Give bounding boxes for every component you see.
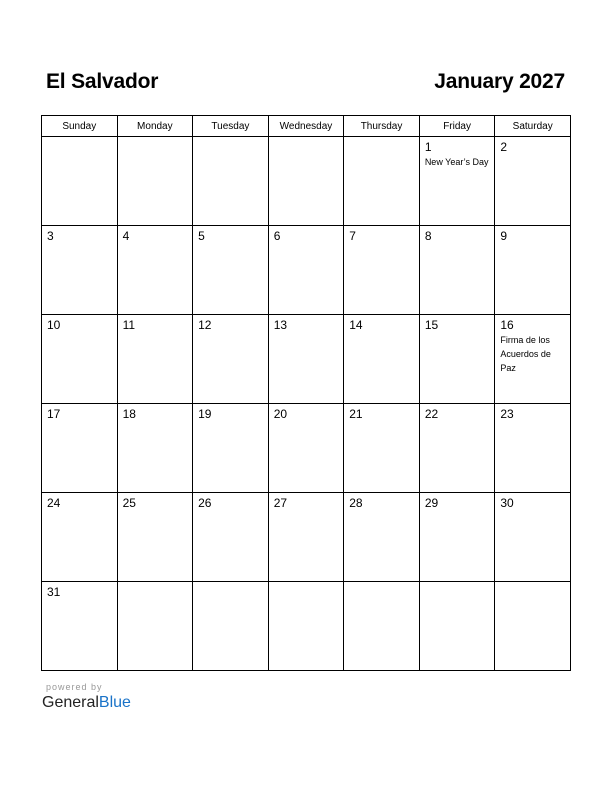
calendar-day-cell xyxy=(193,493,269,582)
calendar-day-cell xyxy=(117,137,193,226)
calendar-day-cell xyxy=(193,582,269,671)
day-number: 17 xyxy=(47,407,61,421)
brand-blue-text: Blue xyxy=(98,694,131,711)
calendar-day-cell xyxy=(42,226,118,315)
day-number: 25 xyxy=(122,496,136,510)
calendar-day-cell xyxy=(117,582,193,671)
calendar-day-cell xyxy=(495,404,571,493)
calendar-day-cell xyxy=(42,493,118,582)
calendar-day-cell xyxy=(268,582,344,671)
calendar-day-cell xyxy=(344,582,420,671)
calendar-day-cell xyxy=(419,582,495,671)
weekday-header: Saturday xyxy=(495,116,571,137)
day-number: 6 xyxy=(273,229,281,243)
calendar-day-cell xyxy=(117,404,193,493)
day-number: 26 xyxy=(198,496,212,510)
calendar-day-cell xyxy=(268,315,344,404)
weekday-header: Sunday xyxy=(42,116,118,137)
calendar-day-cell xyxy=(117,226,193,315)
calendar-day-cell xyxy=(344,226,420,315)
day-number: 28 xyxy=(349,496,363,510)
calendar-week-row xyxy=(42,404,571,493)
day-number: 8 xyxy=(424,229,432,243)
calendar-day-cell xyxy=(495,226,571,315)
calendar-week-row xyxy=(42,226,571,315)
calendar-day-cell xyxy=(42,404,118,493)
day-number: 24 xyxy=(47,496,61,510)
calendar-day-cell xyxy=(495,315,571,404)
calendar-day-cell xyxy=(495,582,571,671)
weekday-header: Tuesday xyxy=(193,116,269,137)
calendar-day-cell xyxy=(419,404,495,493)
brand-logo[interactable] xyxy=(42,694,131,712)
day-number: 22 xyxy=(424,407,439,421)
day-number: 11 xyxy=(122,318,136,332)
day-number: 1 xyxy=(424,140,432,154)
brand-general-text: General xyxy=(42,694,99,711)
calendar-day-cell xyxy=(344,404,420,493)
day-number: 10 xyxy=(47,318,61,332)
calendar-day-cell xyxy=(42,582,118,671)
calendar-day-cell xyxy=(268,226,344,315)
day-number: 5 xyxy=(198,229,205,243)
calendar-day-cell xyxy=(344,137,420,226)
calendar-day-cell xyxy=(42,315,118,404)
day-number: 7 xyxy=(349,229,356,243)
calendar-day-cell xyxy=(193,315,269,404)
weekday-header: Friday xyxy=(419,116,495,137)
calendar-day-cell xyxy=(344,493,420,582)
calendar-day-cell xyxy=(268,493,344,582)
day-number: 9 xyxy=(500,229,508,243)
day-number: 12 xyxy=(198,318,212,332)
day-number: 16 xyxy=(500,318,514,332)
day-number: 3 xyxy=(47,229,54,243)
powered-by-text: powered by xyxy=(46,682,103,692)
day-number: 29 xyxy=(424,496,439,510)
day-number: 23 xyxy=(500,407,514,421)
calendar-week-row xyxy=(42,582,571,671)
calendar-day-cell xyxy=(193,137,269,226)
calendar-week-row xyxy=(42,137,571,226)
weekday-header: Thursday xyxy=(344,116,420,137)
day-number: 14 xyxy=(349,318,363,332)
day-number: 21 xyxy=(349,407,363,421)
day-number: 18 xyxy=(122,407,136,421)
calendar-week-row xyxy=(42,493,571,582)
day-number: 20 xyxy=(273,407,288,421)
calendar-day-cell xyxy=(268,404,344,493)
calendar-day-cell xyxy=(117,315,193,404)
holiday-label: New Year’s Day xyxy=(424,157,489,167)
calendar-grid xyxy=(41,115,571,671)
calendar-day-cell xyxy=(344,315,420,404)
calendar-day-cell xyxy=(495,493,571,582)
holiday-label: Firma de los Acuerdos de Paz xyxy=(500,335,551,373)
day-number: 31 xyxy=(47,585,61,599)
calendar-day-cell xyxy=(419,137,495,226)
day-number: 2 xyxy=(500,140,508,154)
calendar-day-cell xyxy=(117,493,193,582)
weekday-header: Wednesday xyxy=(268,116,344,137)
weekday-header: Monday xyxy=(117,116,193,137)
calendar-day-cell xyxy=(419,315,495,404)
day-number: 19 xyxy=(198,407,212,421)
day-number: 30 xyxy=(500,496,514,510)
day-number: 13 xyxy=(273,318,288,332)
calendar-day-cell xyxy=(268,137,344,226)
day-number: 4 xyxy=(122,229,130,243)
calendar-day-cell xyxy=(42,137,118,226)
day-number: 15 xyxy=(424,318,439,332)
calendar-day-cell xyxy=(193,226,269,315)
calendar-day-cell xyxy=(495,137,571,226)
day-number: 27 xyxy=(273,496,288,510)
month-year-title: January 2027 xyxy=(434,70,565,93)
calendar-day-cell xyxy=(193,404,269,493)
calendar-day-cell xyxy=(419,226,495,315)
calendar-day-cell xyxy=(419,493,495,582)
calendar-week-row xyxy=(42,315,571,404)
country-title: El Salvador xyxy=(46,70,159,93)
weekday-header-row xyxy=(42,116,571,137)
